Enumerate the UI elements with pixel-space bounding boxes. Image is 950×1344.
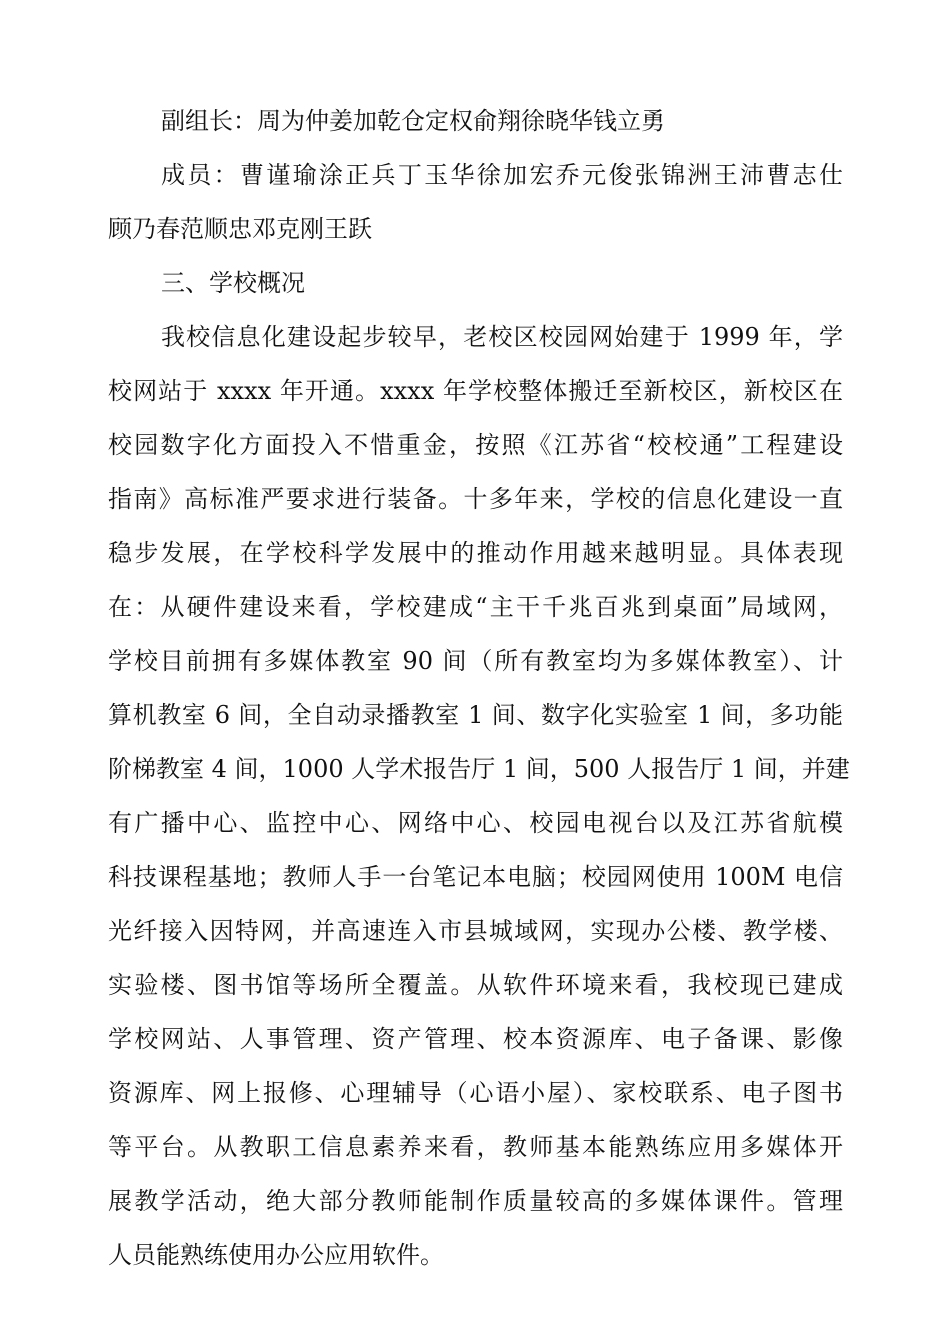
paragraph-line: 指南》高标准严要求进行装备。十多年来，学校的信息化建设一直 (108, 485, 843, 513)
paragraph-line: 阶梯教室 4 间，1000 人学术报告厅 1 间，500 人报告厅 1 间，并建 (108, 755, 850, 783)
paragraph-line: 校网站于 xxxx 年开通。xxxx 年学校整体搬迁至新校区，新校区在 (108, 377, 843, 405)
paragraph-line: 算机教室 6 间，全自动录播教室 1 间、数字化实验室 1 间，多功能 (108, 701, 843, 729)
paragraph-line: 我校信息化建设起步较早，老校区校园网始建于 1999 年，学 (161, 323, 843, 351)
paragraph-line: 稳步发展，在学校科学发展中的推动作用越来越明显。具体表现 (108, 539, 843, 567)
paragraph-line: 展教学活动，绝大部分教师能制作质量较高的多媒体课件。管理 (108, 1187, 843, 1215)
paragraph-line: 校园数字化方面投入不惜重金，按照《江苏省“校校通”工程建设 (108, 431, 843, 459)
members-line-1: 成员：曹谨瑜涂正兵丁玉华徐加宏乔元俊张锦洲王沛曹志仕 (161, 161, 843, 189)
section-heading: 三、学校概况 (161, 269, 305, 297)
paragraph-line: 光纤接入因特网，并高速连入市县城域网，实现办公楼、教学楼、 (108, 917, 843, 945)
deputy-leader-line: 副组长：周为仲姜加乾仓定权俞翔徐晓华钱立勇 (161, 107, 665, 135)
paragraph-line: 学校网站、人事管理、资产管理、校本资源库、电子备课、影像 (108, 1025, 843, 1053)
paragraph-line: 学校目前拥有多媒体教室 90 间（所有教室均为多媒体教室）、计 (108, 647, 843, 675)
paragraph-line: 等平台。从教职工信息素养来看，教师基本能熟练应用多媒体开 (108, 1133, 843, 1161)
paragraph-line: 实验楼、图书馆等场所全覆盖。从软件环境来看，我校现已建成 (108, 971, 843, 999)
paragraph-last-line: 人员能熟练使用办公应用软件。 (108, 1241, 444, 1269)
members-line-2: 顾乃春范顺忠邓克刚王跃 (108, 215, 372, 243)
paragraph-line: 有广播中心、监控中心、网络中心、校园电视台以及江苏省航模 (108, 809, 843, 837)
paragraph-line: 科技课程基地；教师人手一台笔记本电脑；校园网使用 100M 电信 (108, 863, 843, 891)
document-page (108, 94, 850, 1282)
paragraph-line: 资源库、网上报修、心理辅导（心语小屋）、家校联系、电子图书 (108, 1079, 843, 1107)
paragraph-line: 在：从硬件建设来看，学校建成“主干千兆百兆到桌面”局域网， (108, 593, 843, 621)
